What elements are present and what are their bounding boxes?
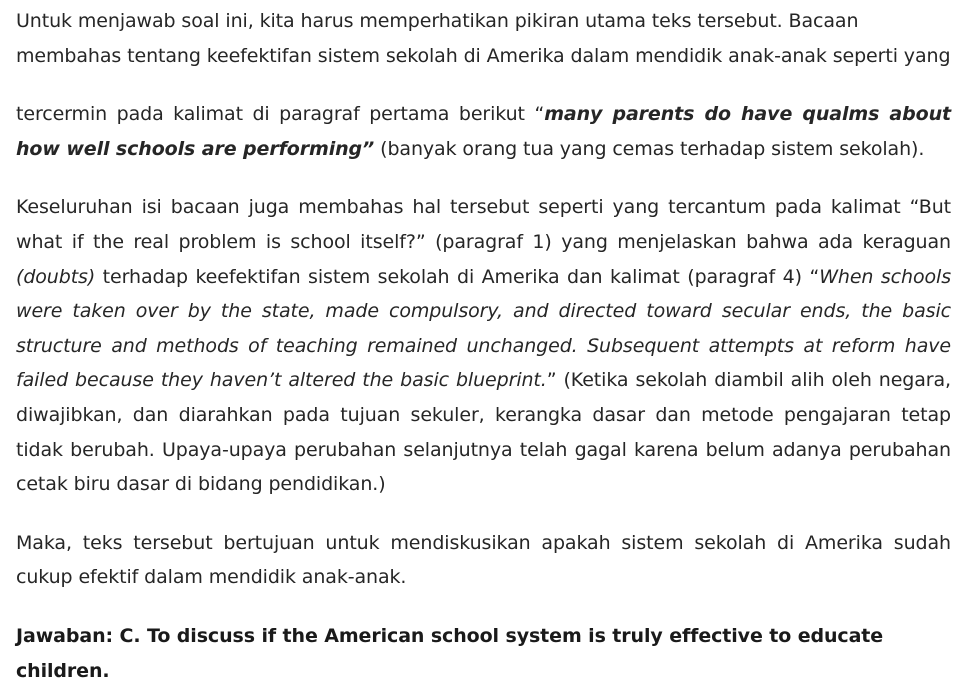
answer-line: Jawaban: C. To discuss if the American school system is truly effective to educate children. bbox=[16, 624, 884, 682]
analysis-lead: Keseluruhan isi bacaan juga membahas hal tersebut seperti yang tercantum pada kalimat “But what if the real problem is school itself?” (paragraf 1) yang menjelaskan bahwa ada keraguan bbox=[16, 196, 951, 253]
paragraph-4-quote: When schools were taken over by the state, made compulsory, and directed toward secular ends, the basic structure and methods of teaching remained unchanged. Subsequent attempts at reform have failed because they haven’t altered the basic blueprint. bbox=[16, 265, 952, 392]
paragraph-gap bbox=[16, 73, 951, 97]
analysis-tail: ” (Ketika sekolah diambil alih oleh negara, diwajibkan, dan diarahkan pada tujuan sekuler, kerangka dasar dan metode pengajaran tetap tidak berubah. Upaya-upaya perubahan selanjutnya telah gagal karena belum adanya perubahan cetak biru dasar di bidang pendidikan.) bbox=[16, 369, 952, 496]
paragraph-gap bbox=[16, 595, 951, 619]
quote-paragraph-lead: tercermin pada kalimat di paragraf pertama berikut “ bbox=[16, 103, 545, 126]
intro-paragraph: Untuk menjawab soal ini, kita harus memperhatikan pikiran utama teks tersebut. Bacaan membahas tentang keefektifan sistem sekolah di Amerika dalam mendidik anak-anak seperti yang bbox=[16, 10, 951, 67]
quote-paragraph-tail: (banyak orang tua yang cemas terhadap sistem sekolah). bbox=[374, 137, 925, 160]
analysis-mid: terhadap keefektifan sistem sekolah di Amerika dan kalimat (paragraf 4) “ bbox=[95, 265, 820, 288]
explanation-article bbox=[16, 4, 951, 688]
quote-text: many parents do have qualms about how well schools are performing” bbox=[16, 103, 951, 160]
paragraph-gap bbox=[16, 502, 951, 526]
conclusion-paragraph: Maka, teks tersebut bertujuan untuk mendiskusikan apakah sistem sekolah di Amerika sudah cukup efektif dalam mendidik anak-anak. bbox=[16, 531, 951, 589]
analysis-paragraph bbox=[16, 190, 951, 501]
paragraph-gap bbox=[16, 166, 951, 190]
quote-paragraph bbox=[16, 97, 951, 166]
doubts-term: (doubts) bbox=[16, 265, 96, 288]
